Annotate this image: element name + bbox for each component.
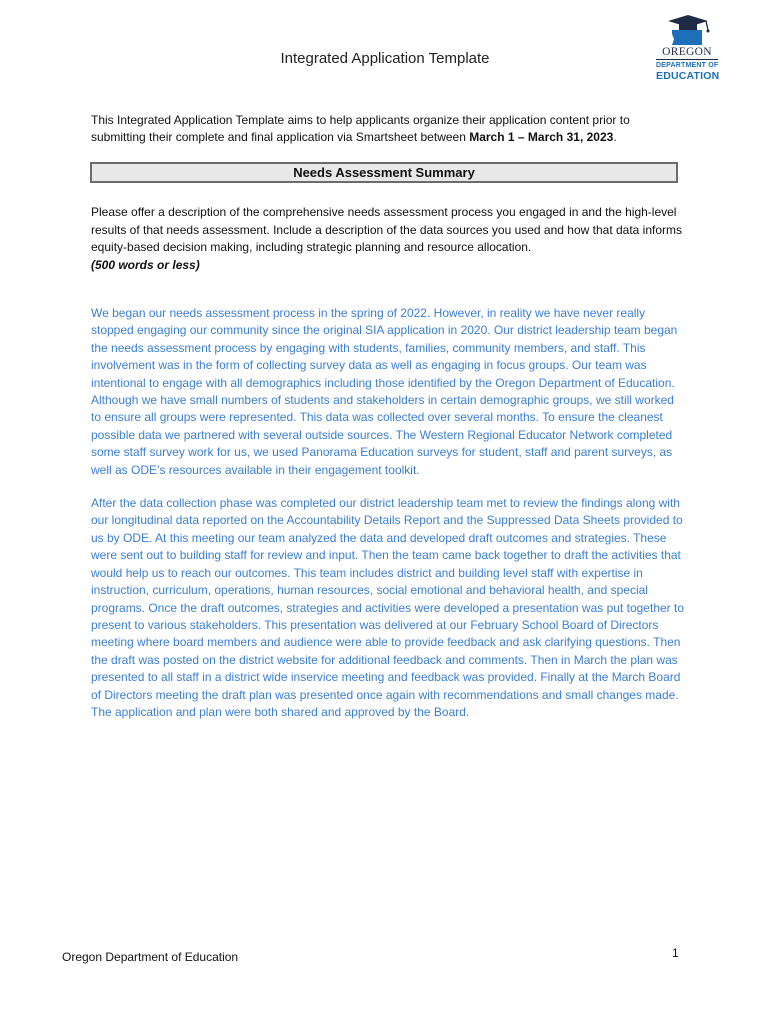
logo-department-text: DEPARTMENT OF [656, 62, 719, 69]
answer-paragraph-2: After the data collection phase was completed our district leadership team met to review the findings along with our longitudinal data reported on the Accountability Details Report and the Suppressed Data Sheets provided to us by ODE. At this meeting our team analyzed the data and developed draft outcomes and strategies. These were sent out to building staff for review and input. Then the team came back together to draft the activities that would help us to reach our outcomes. This team includes district and building level staff with expertise in instruction, curriculum, operations, human resources, social emotional and behavioral health, and special programs. Once the draft outcomes, strategies and activities were developed a presentation was put together to present to various stakeholders. This presentation was delivered at our February School Board of Directors meeting where board members and audience were able to provide feedback and ask clarifying questions. Then the draft was posted on the district website for additional feedback and comments. Then in March the plan was presented to all staff in a district wide inservice meeting and feedback was provided. Finally at the March Board of Directors meeting the draft plan was presented once again with recommendations and small changes made. The application and plan were both shared and approved by the Board. [91, 496, 684, 719]
intro-date-range: March 1 – March 31, 2023 [469, 130, 614, 144]
document-title: Integrated Application Template [280, 50, 490, 67]
answer-paragraph-1: We began our needs assessment process in the spring of 2022. However, in reality we have never really stopped engaging our community since the original SIA application in 2020. Our district leadership team began the needs assessment process by engaging with students, families, community members, and staff. This involvement was in the form of collecting survey data as well as engaging in focus groups. Our team was intentional to engage with all demographics including those identified by the Oregon Department of Education. Although we have small numbers of students and stakeholders in certain demographic groups, we still worked to ensure all groups were represented. This data was collected over several months. To ensure the cleanest possible data we partnered with several outside sources. The Western Regional Educator Network completed some staff survey work for us, we used Panorama Education surveys for student, staff and parent surveys, as well as ODE’s resources available in their engagement toolkit. [91, 306, 678, 477]
word-limit-note: (500 words or less) [91, 257, 200, 272]
intro-text: This Integrated Application Template aims to help applicants organize their application content prior to submitting their complete and final application via Smartsheet between [91, 113, 630, 144]
section-prompt [91, 204, 686, 274]
logo-education-text: EDUCATION [656, 70, 720, 82]
graduation-cap-icon [652, 12, 722, 46]
footer-org-name: Oregon Department of Education [62, 950, 239, 964]
answer-text-area [91, 305, 686, 737]
logo-oregon-text: OREGON [656, 46, 718, 60]
section-header-needs-assessment: Needs Assessment Summary [90, 162, 678, 183]
prompt-text: Please offer a description of the comprehensive needs assessment process you engaged in and the high-level results of that needs assessment. Include a description of the data sources you used and how that data informs equity-based decision making, including strategic planning and resource allocation. [91, 205, 683, 254]
intro-paragraph [91, 112, 681, 146]
intro-period: . [613, 130, 617, 144]
page-number: 1 [672, 946, 679, 960]
oregon-department-of-education-logo [652, 12, 722, 84]
